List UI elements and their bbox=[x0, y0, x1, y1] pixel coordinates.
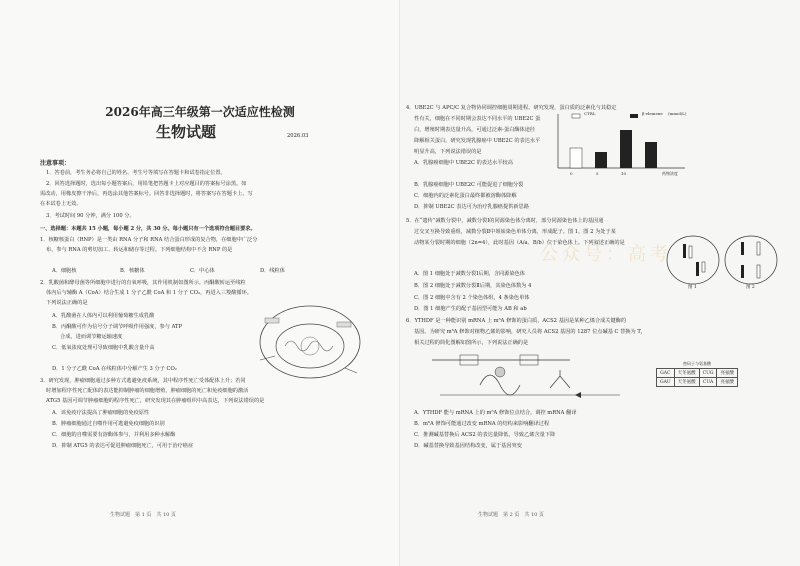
chart-tick: 5 bbox=[596, 171, 599, 176]
chart-tick: 0 bbox=[570, 171, 573, 176]
chart-legend-ctrl: CTRL bbox=[584, 111, 596, 116]
right-page bbox=[400, 0, 800, 566]
q4-option-d: D．抑制 UBE2C 表达可为治疗乳腺癌提供新思路 bbox=[414, 204, 529, 210]
q6-mrna-diagram bbox=[420, 350, 650, 410]
notice-line: 3．考试时间 90 分钟，满分 100 分。 bbox=[46, 213, 135, 219]
notice-heading: 注意事项： bbox=[40, 160, 71, 167]
amino-cell: 天冬氨酸 bbox=[674, 369, 699, 378]
q1-option-b: B．核糖体 bbox=[120, 268, 145, 274]
fig2-label: 图 2 bbox=[746, 285, 755, 290]
left-footer: 生物试题 第 1 页 共 10 页 bbox=[110, 512, 176, 518]
q1-option-a: A．细胞核 bbox=[52, 268, 77, 274]
chart-legend-unit: (mmol/L) bbox=[668, 111, 687, 116]
q6-line: 6．YTHDF 是一种能识别 mRNA 上 m⁶A 修饰的蛋白质，ACS2 基因是某种乙烯合成关键酶的 bbox=[406, 318, 627, 324]
mitochondria-diagram bbox=[255, 300, 365, 385]
codon-cell: CUA bbox=[699, 378, 717, 387]
exam-title: 2026年高三年级第一次适应性检测 bbox=[105, 105, 295, 119]
q3-line: 时增加程序性死亡配体的表达能抑制肿瘤的细胞增殖，肿瘤细胞的死亡和免疫细胞的激活 bbox=[46, 388, 249, 394]
q5-option-c: C．图 2 细胞中含有 2 个染色体组，4 条染色单体 bbox=[414, 295, 530, 301]
q5-cell-figures bbox=[665, 232, 780, 292]
codon-cell: GAC bbox=[657, 369, 675, 378]
codon-table bbox=[656, 360, 738, 387]
section-heading: 一、选择题：本题共 15 小题，每小题 2 分，共 30 分。每小题只有一个选项符合题目要求。 bbox=[40, 226, 256, 232]
table-row bbox=[657, 369, 738, 378]
q6-line: 基因。为研究 m⁶A 修饰对植物乙烯的影响，研究人员将 ACS2 基因的 1287 位点碱基 C 替换为 T， bbox=[414, 329, 646, 335]
q5-line: 过交叉互换导致重组，减数分裂Ⅱ中姐妹染色单体分离，形成配子。图 1、图 2 为处于某 bbox=[414, 229, 616, 235]
q2-option-a: A．乳酸菌在人体内可以利用葡萄糖生成乳酸 bbox=[52, 313, 155, 319]
q4-option-a: A．乳腺癌细胞中 UBE2C 的表达水平较高 bbox=[414, 160, 513, 166]
chart-tick: 10 bbox=[621, 171, 627, 176]
notice-line: 1．答卷前，考生务必将自己的姓名、考生号等填写在答题卡和试卷指定位置。 bbox=[46, 170, 226, 176]
bar-ctrl-0 bbox=[570, 148, 582, 168]
q3-line: ATG5 基因可调节肿瘤细胞的程序性死亡，研究发现其在肿瘤组织中高表达，下列说法错误的是 bbox=[46, 398, 265, 404]
q5-line: 动物某分裂时期的细胞（2n=4），此时基因（A/a、B/b）位于染色体上。下列叙述正确的是 bbox=[414, 240, 625, 246]
q5-option-d: D．图 1 细胞产生的配子基因型可能为 AB 和 ab bbox=[414, 306, 527, 312]
amino-cell: 亮氨酸 bbox=[717, 378, 738, 387]
q4-line: 降解相关蛋白。研究发现乳腺癌中 UBE2C 的表达水平 bbox=[414, 138, 541, 144]
amino-cell: 天冬氨酸 bbox=[674, 378, 699, 387]
q6-option-c: C．推测碱基替换后 ACS2 的表达量降低，导致乙烯含量下降 bbox=[414, 432, 556, 438]
q5-option-a: A．图 1 细胞处于减数分裂Ⅰ后期，含同源染色体 bbox=[414, 271, 525, 277]
q6-option-b: B．m⁶A 修饰可能通过改变 mRNA 的结构来影响翻译过程 bbox=[414, 421, 550, 427]
q1-option-c: C．中心体 bbox=[190, 268, 215, 274]
q3-option-b: B．肿瘤细胞通过自噬作用可逃避免疫细胞的识别 bbox=[52, 421, 165, 427]
watermark: 公众号：高考 bbox=[540, 244, 672, 265]
q3-option-d: D．抑制 ATG5 的表达可促进肿瘤细胞死亡，可用于治疗癌症 bbox=[52, 443, 194, 449]
notice-line: 在本试卷上无效。 bbox=[40, 201, 82, 207]
chart-xlabel: 药物浓度 bbox=[662, 171, 678, 176]
q1-line: 布，参与 RNA 的剪切加工、转运和储存等过程。下列细胞结构中不含 RNP 的是 bbox=[46, 247, 233, 253]
q6-line: 相关过程的简化图解如图所示，下列说法正确的是 bbox=[414, 340, 529, 346]
fig1-label: 图 1 bbox=[688, 285, 697, 290]
q2-option-c: C．低氧浓度处理可导致细胞中乳酸含量升高 bbox=[52, 345, 155, 351]
q1-line: 1．核糖核蛋白（RNP）是一类由 RNA 分子和 RNA 结合蛋白形成的复合物，在细胞中广泛分 bbox=[40, 237, 258, 243]
q4-option-b: B．乳腺癌细胞中 UBE2C 可能促进了细胞分裂 bbox=[414, 182, 524, 188]
codon-cell: CUG bbox=[699, 369, 717, 378]
subject-title: 生物试题 bbox=[155, 123, 216, 141]
q2-line: 体内后与辅酶 A（CoA）结合生成 1 分子乙酰 CoA 和 1 分子 CO₂，再进入三羧酸循环。 bbox=[46, 290, 252, 296]
q6-option-d: D．碱基替换导致基因结构改变，属于基因突变 bbox=[414, 443, 522, 449]
notice-line: 需改动，用橡皮擦干净后，再选涂其他答案标号。回答非选择题时，将答案写在答题卡上。写 bbox=[40, 191, 253, 197]
q4-line: 白，增殖时期表达量升高，可通过泛素-蛋白酶体途径 bbox=[414, 127, 536, 133]
q2-line: 下列说法正确的是 bbox=[46, 300, 88, 306]
q2-option-b-cont: 合成，进而调节糖运输速度 bbox=[60, 334, 123, 340]
right-footer: 生物试题 第 2 页 共 10 页 bbox=[478, 512, 544, 518]
q1-option-d: D．线粒体 bbox=[260, 268, 285, 274]
exam-date: 2026.03 bbox=[287, 133, 309, 139]
q2-option-b: B．丙酮酸可作为信号分子调节呼吸作用强度，参与 ATP bbox=[52, 324, 182, 330]
bar-drug-5 bbox=[595, 152, 607, 168]
q4-option-c: C．细胞内的泛素化蛋白最终都被溶酶体降解 bbox=[414, 193, 517, 199]
table-row bbox=[657, 378, 738, 387]
bar-drug-15 bbox=[645, 142, 657, 168]
q5-line: 5．在“遗传”减数分裂中，减数分裂Ⅰ的同源染色体分离时，部分同源染色体上的基因通 bbox=[406, 218, 604, 224]
q2-option-d: D．1 分子乙酰 CoA 在线粒体中分解产生 3 分子 CO₂ bbox=[52, 366, 177, 372]
codon-table-title: 密码子与氨基酸 bbox=[682, 361, 711, 366]
q3-option-a: A．该免疫疗法提高了肿瘤细胞的免疫原性 bbox=[52, 410, 150, 416]
notice-line: 2．回答选择题时，选出每小题答案后，用铅笔把答题卡上对应题目的答案标号涂黑。如 bbox=[46, 181, 247, 187]
chart-legend-drug: β-elemene bbox=[642, 111, 663, 116]
q5-option-b: B．图 2 细胞处于减数分裂Ⅱ后期，其染色体数为 4 bbox=[414, 283, 532, 289]
q3-line: 3．研究发现，肿瘤细胞通过多种方式逃避免疫系统，其中程序性死亡受体配体上升；若同 bbox=[40, 378, 246, 384]
amino-cell: 亮氨酸 bbox=[717, 369, 738, 378]
bar-drug-10 bbox=[620, 130, 632, 168]
codon-cell: GAU bbox=[657, 378, 675, 387]
q2-line: 2．乳酸菌和酵母菌等所细胞中进行的有氧呼吸，其作用机制如图所示。丙酮酸转运至线粒 bbox=[40, 280, 246, 286]
q3-option-c: C．细胞的自噬需要有溶酶体参与，并利用多种水解酶 bbox=[52, 432, 176, 438]
q4-line: 性有关，细胞在不同时期会表达不同水平的 UBE2C 蛋 bbox=[414, 116, 541, 122]
q6-option-a: A．YTHDF 能与 mRNA 上的 m⁶A 修饰位点结合，调控 mRNA 翻译 bbox=[414, 410, 577, 416]
q4-line: 明显升高，下列说法错误的是 bbox=[414, 149, 482, 155]
q4-line: 4．UBE2C 与 APC/C 复合物协同调控细胞周期进程。研究发现，蛋白质的泛素化与其稳定 bbox=[406, 105, 617, 111]
